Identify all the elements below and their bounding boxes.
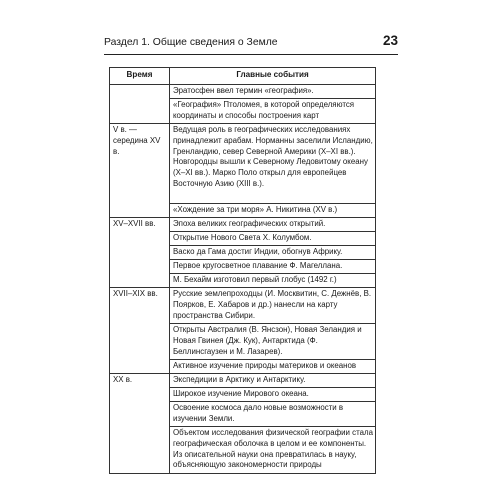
section-title: Раздел 1. Общие сведения о Земле bbox=[104, 37, 278, 48]
event-item bbox=[170, 124, 375, 204]
event-item bbox=[170, 374, 375, 388]
event-item bbox=[170, 388, 375, 402]
events-cell bbox=[170, 288, 376, 374]
event-item bbox=[170, 85, 375, 99]
page-number: 23 bbox=[382, 33, 398, 48]
event-text: Эратосфен ввел термин «география». bbox=[173, 86, 314, 95]
events-cell bbox=[170, 124, 376, 218]
event-text: Эпоха великих географических открытий. bbox=[173, 219, 326, 228]
time-cell: XX в. bbox=[110, 374, 170, 474]
history-table bbox=[109, 67, 376, 474]
column-header-time: Время bbox=[110, 68, 170, 85]
event-text: «Хождение за три моря» А. Никитина (XV в.) bbox=[173, 205, 338, 214]
event-text: Объектом исследования физической географии стала географическая оболочка в целом и ее компоненты. Из описательной науки она превратилась в науку, объясняющую закономерности природы bbox=[173, 428, 374, 470]
table-row bbox=[110, 85, 376, 124]
event-text: Освоение космоса дало новые возможности в изучении Земли. bbox=[173, 403, 344, 423]
table-row bbox=[110, 374, 376, 474]
running-head bbox=[104, 33, 398, 49]
event-text: Экспедиции в Арктику и Антарктику. bbox=[173, 375, 306, 384]
event-item bbox=[170, 246, 375, 260]
events-cell bbox=[170, 374, 376, 474]
event-text: Первое кругосветное плавание Ф. Магеллана. bbox=[173, 261, 343, 270]
event-item bbox=[170, 204, 375, 217]
event-item bbox=[170, 288, 375, 324]
event-text: «География» Птоломея, в которой определяются координаты и способы построения карт bbox=[173, 100, 355, 120]
event-item bbox=[170, 360, 375, 373]
table-row bbox=[110, 218, 376, 288]
events-cell bbox=[170, 218, 376, 288]
event-text: Открыты Австралия (В. Янсзон), Новая Зеландия и Новая Гвинея (Дж. Кук), Антарктида (Ф. Беллинсгаузен и М. Лазарев). bbox=[173, 325, 362, 356]
event-item bbox=[170, 260, 375, 274]
event-text: Ведущая роль в географических исследованиях принадлежит арабам. Норманны заселили Исландию, Гренландию, север Северной Америки (X–XI вв.). Новгородцы вышли к Северному Ледовитому океану (X–XI вв.). Марко Поло открыл для европейцев Восточную Азию (XIII в.). bbox=[173, 125, 373, 188]
events-cell bbox=[170, 85, 376, 124]
time-cell: XVII–XIX вв. bbox=[110, 288, 170, 374]
table-row bbox=[110, 124, 376, 218]
event-item bbox=[170, 99, 375, 123]
event-text: Васко да Гама достиг Индии, обогнув Африку. bbox=[173, 247, 343, 256]
event-item bbox=[170, 218, 375, 232]
event-text: Открытие Нового Света Х. Колумбом. bbox=[173, 233, 312, 242]
event-text: Широкое изучение Мирового океана. bbox=[173, 389, 309, 398]
event-item bbox=[170, 427, 375, 473]
time-cell bbox=[110, 85, 170, 124]
event-text: М. Бехайм изготовил первый глобус (1492 г.) bbox=[173, 275, 337, 284]
event-item bbox=[170, 274, 375, 287]
event-text: Русские землепроходцы (И. Москвитин, С. Дежнёв, В. Поярков, Е. Хабаров и др.) нанесли на карту пространства Сибири. bbox=[173, 289, 372, 320]
table-row bbox=[110, 288, 376, 374]
time-cell: V в. — середина XV в. bbox=[110, 124, 170, 218]
column-header-events: Главные события bbox=[170, 68, 376, 85]
event-text: Активное изучение природы материков и океанов bbox=[173, 361, 357, 370]
time-cell: XV–XVII вв. bbox=[110, 218, 170, 288]
event-item bbox=[170, 232, 375, 246]
event-item bbox=[170, 402, 375, 427]
table-header-row bbox=[110, 68, 376, 85]
header-rule bbox=[104, 54, 398, 55]
event-item bbox=[170, 324, 375, 360]
